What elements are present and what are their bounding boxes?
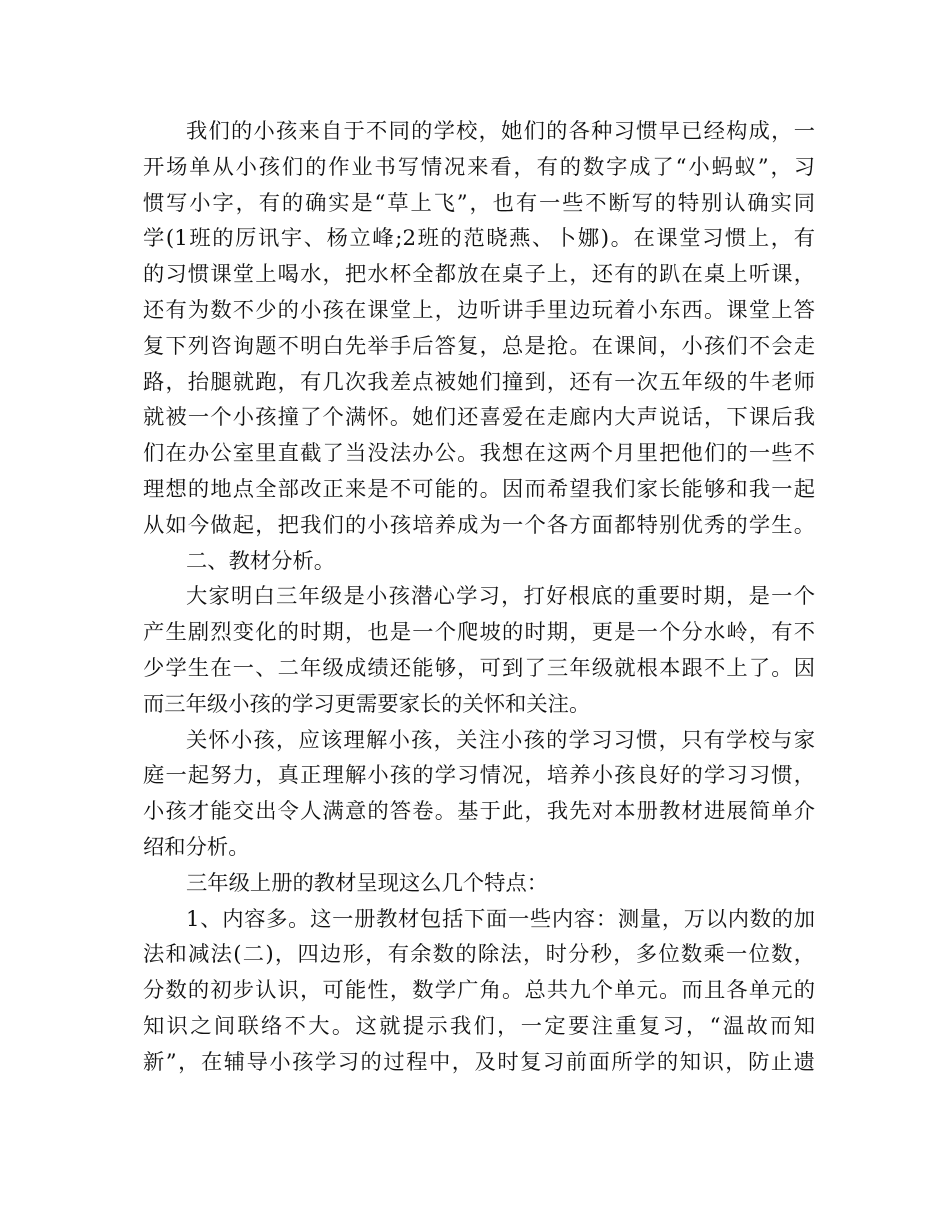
text-line: 学(1班的厉讯宇、杨立峰;2班的范晓燕、卜娜)。在课堂习惯上，有 [143, 226, 815, 252]
text-line: 路，抬腿就跑，有几次我差点被她们撞到，还有一次五年级的牛老师 [143, 369, 815, 395]
text-line: 大家明白三年级是小孩潜心学习，打好根底的重要时期，是一个 [186, 584, 815, 610]
text-line: 从如今做起，把我们的小孩培养成为一个各方面都特别优秀的学生。 [143, 512, 815, 538]
text-line: 小孩才能交出令人满意的答卷。基于此，我先对本册教材进展简单介 [143, 799, 815, 825]
text-line: 1、内容多。这一册教材包括下面一些内容：测量，万以内数的加 [186, 906, 815, 932]
text-line: 知识之间联络不大。这就提示我们，一定要注重复习，“温故而知 [143, 1013, 815, 1039]
text-line: 就被一个小孩撞了个满怀。她们还喜爱在走廊内大声说话，下课后我 [143, 405, 815, 431]
text-line: 而三年级小孩的学习更需要家长的关怀和关注。 [143, 691, 591, 717]
text-line: 开场单从小孩们的作业书写情况来看，有的数字成了“小蚂蚁”，习 [143, 154, 815, 180]
text-line: 少学生在一、二年级成绩还能够，可到了三年级就根本跟不上了。因 [143, 655, 815, 681]
text-line: 理想的地点全部改正来是不可能的。因而希望我们家长能够和我一起 [143, 476, 815, 502]
document-body [143, 114, 815, 1081]
text-line: 还有为数不少的小孩在课堂上，边听讲手里边玩着小东西。课堂上答 [143, 297, 815, 323]
text-line: 产生剧烈变化的时期，也是一个爬坡的时期，更是一个分水岭，有不 [143, 620, 815, 646]
text-line: 们在办公室里直截了当没法办公。我想在这两个月里把他们的一些不 [143, 441, 815, 467]
text-line: 庭一起努力，真正理解小孩的学习情况，培养小孩良好的学习习惯， [143, 763, 815, 789]
text-line: 复下列咨询题不明白先举手后答复，总是抢。在课间，小孩们不会走 [143, 333, 815, 359]
text-line: 绍和分析。 [143, 834, 250, 860]
text-line: 的习惯课堂上喝水，把水杯全都放在桌子上，还有的趴在桌上听课， [143, 262, 815, 288]
text-line: 法和减法(二)，四边形，有余数的除法，时分秒，多位数乘一位数， [143, 942, 815, 968]
text-line: 我们的小孩来自于不同的学校，她们的各种习惯早已经构成，一 [186, 119, 815, 144]
text-line: 分数的初步认识，可能性，数学广角。总共九个单元。而且各单元的 [143, 978, 815, 1004]
section-heading: 二、教材分析。 [186, 548, 336, 574]
text-line: 关怀小孩，应该理解小孩，关注小孩的学习习惯，只有学校与家 [186, 727, 815, 753]
text-line: 新”，在辅导小孩学习的过程中，及时复习前面所学的知识，防止遗 [143, 1049, 815, 1075]
text-line: 三年级上册的教材呈现这么几个特点： [186, 870, 549, 896]
text-line: 惯写小字，有的确实是“草上飞”，也有一些不断写的特别认确实同 [143, 190, 815, 216]
